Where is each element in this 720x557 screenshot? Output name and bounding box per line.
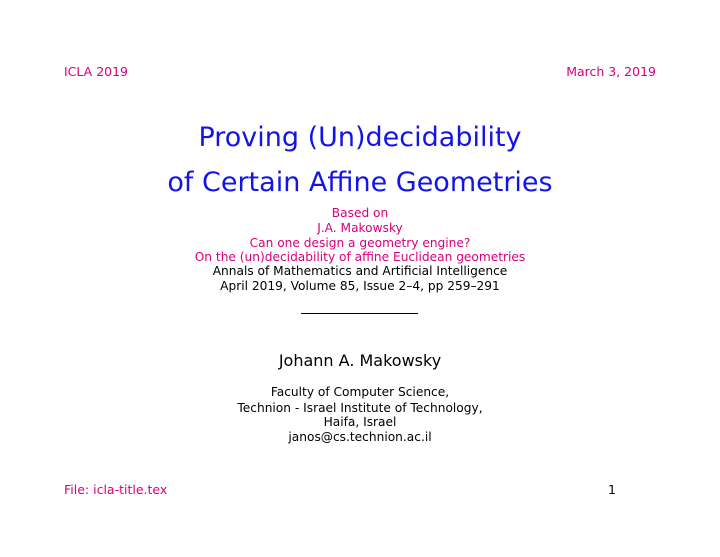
source-issue: April 2019, Volume 85, Issue 2–4, pp 259–291	[220, 279, 500, 293]
presenter-location: Haifa, Israel	[323, 415, 397, 429]
based-on-label: Based on	[331, 206, 389, 220]
source-paper-subtitle: On the (un)decidability of affine Euclidean geometries	[194, 250, 526, 264]
footer-filename: File: icla-title.tex	[64, 482, 168, 497]
presenter-name: Johann A. Makowsky	[278, 351, 442, 370]
presenter-faculty: Faculty of Computer Science,	[270, 385, 450, 399]
source-paper-title: Can one design a geometry engine?	[249, 236, 471, 250]
presenter-institute: Technion - Israel Institute of Technology,	[237, 401, 483, 415]
header-conference: ICLA 2019	[64, 64, 129, 79]
title-line-2: of Certain Affine Geometries	[167, 167, 553, 198]
title-line-1: Proving (Un)decidability	[198, 122, 522, 153]
separator-rule	[301, 313, 418, 314]
source-journal: Annals of Mathematics and Artificial Intelligence	[212, 264, 508, 278]
footer-page-number: 1	[608, 482, 616, 497]
presenter-email: janos@cs.technion.ac.il	[288, 430, 432, 444]
source-author: J.A. Makowsky	[317, 221, 403, 235]
header-date: March 3, 2019	[566, 64, 656, 79]
